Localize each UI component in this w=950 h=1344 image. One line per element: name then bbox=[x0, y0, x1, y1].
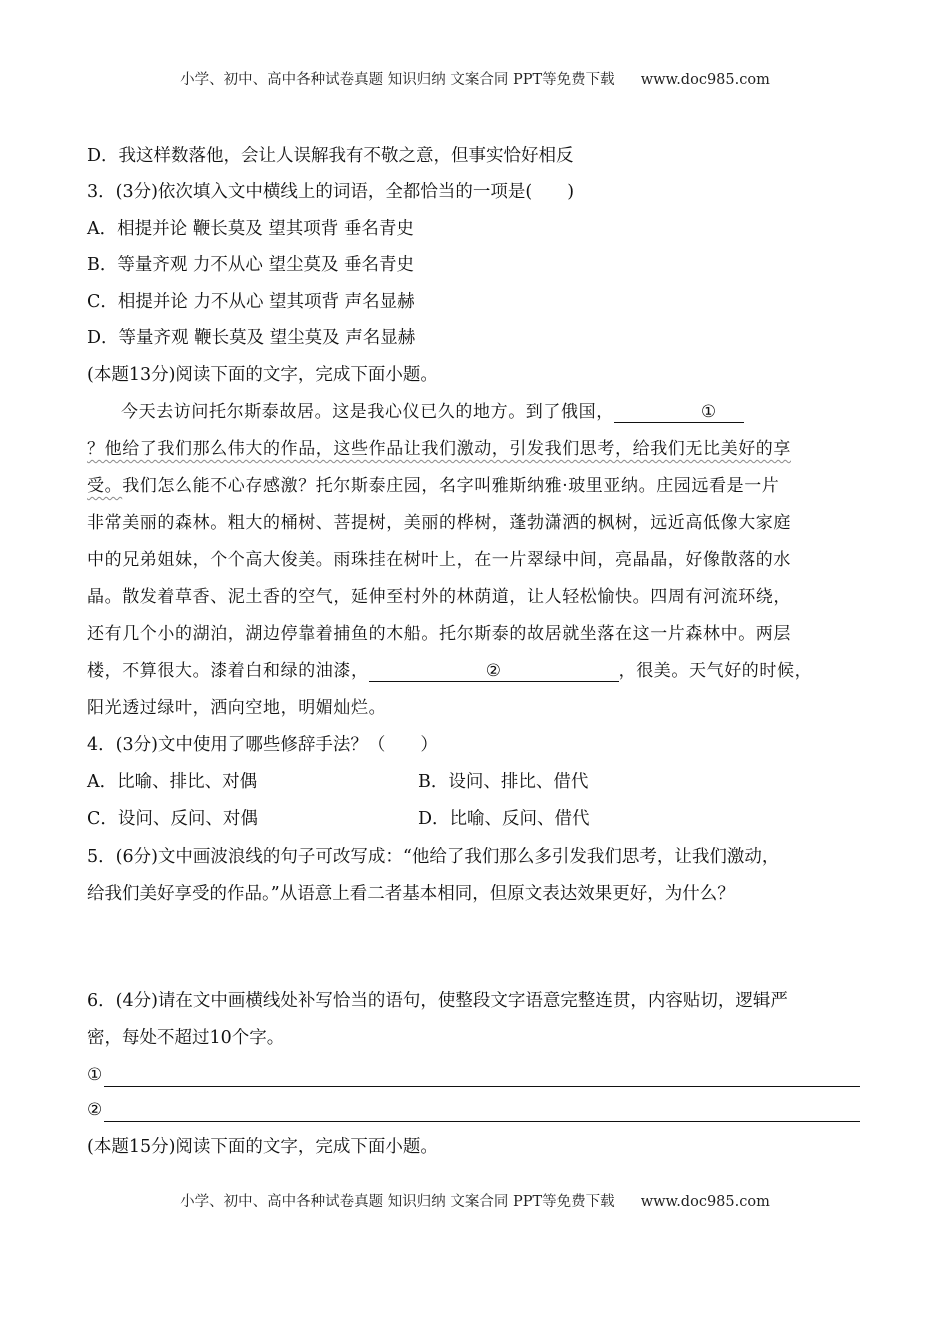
q4-option-c: C．设问、反问、对偶 bbox=[87, 809, 258, 829]
page-header bbox=[0, 68, 950, 89]
answer-marker-1: ① bbox=[87, 1065, 103, 1085]
q6-stem-line-1: 6．(4分)请在文中画横线处补写恰当的语句，使整段文字语意完整连贯，内容贴切，逻辑严 bbox=[87, 991, 788, 1011]
passage-line-8-text-a: 楼，不算很大。漆着白和绿的油漆， bbox=[87, 661, 369, 681]
answer-marker-2: ② bbox=[87, 1100, 103, 1120]
q2-option-d: D．我这样数落他，会让人误解我有不敬之意，但事实恰好相反 bbox=[87, 146, 574, 166]
q6-stem-line-2: 密，每处不超过10个字。 bbox=[87, 1028, 285, 1048]
q5-stem-line-2: 给我们美好享受的作品。”从语意上看二者基本相同，但原文表达效果更好，为什么？ bbox=[87, 884, 735, 904]
footer-site-link[interactable]: www.doc985.com bbox=[640, 1194, 770, 1210]
passage-line-5: 中的兄弟姐妹，个个高大俊美。雨珠挂在树叶上，在一片翠绿中间，亮晶晶，好像散落的水 bbox=[87, 550, 791, 570]
passage-line-8 bbox=[87, 659, 812, 683]
passage-line-3-wavy: 受。 bbox=[87, 476, 123, 496]
answer-rule-1 bbox=[104, 1068, 860, 1087]
q3-option-a: A．相提并论 鞭长莫及 望其项背 垂名青史 bbox=[87, 219, 414, 239]
passage-line-2 bbox=[87, 437, 791, 461]
q4-option-a: A．比喻、排比、对偶 bbox=[87, 772, 258, 792]
header-text: 小学、初中、高中各种试卷真题 知识归纳 文案合同 PPT等免费下载 bbox=[180, 72, 615, 88]
blank-1-marker: ① bbox=[700, 402, 717, 422]
header-site-link[interactable]: www.doc985.com bbox=[640, 72, 770, 88]
passage-line-1 bbox=[121, 400, 744, 424]
passage-line-2-wavy: ？他给了我们那么伟大的作品，这些作品让我们激动，引发我们思考，给我们无比美好的享 bbox=[87, 439, 791, 459]
q3-option-d: D．等量齐观 鞭长莫及 望尘莫及 声名显赫 bbox=[87, 328, 416, 348]
passage-line-4: 非常美丽的森林。粗大的桶树、菩提树，美丽的桦树，蓬勃潇洒的枫树，远近高低像大家庭 bbox=[87, 513, 791, 533]
q3-stem: 3．(3分)依次填入文中横线上的词语，全都恰当的一项是( ) bbox=[87, 182, 575, 202]
q4-stem: 4．(3分)文中使用了哪些修辞手法？（ ） bbox=[87, 735, 438, 755]
q4-option-d: D．比喻、反问、借代 bbox=[418, 809, 590, 829]
page-footer bbox=[0, 1190, 950, 1211]
passage-line-8-text-b: ，很美。天气好的时候， bbox=[618, 661, 813, 681]
answer-rule-2 bbox=[104, 1103, 860, 1122]
passage-line-3 bbox=[87, 474, 779, 498]
blank-1 bbox=[614, 402, 744, 423]
q3-option-c: C．相提并论 力不从心 望其项背 声名显赫 bbox=[87, 292, 415, 312]
q6-answer-line-1[interactable] bbox=[87, 1063, 860, 1087]
section2-intro: (本题15分)阅读下面的文字，完成下面小题。 bbox=[87, 1137, 438, 1157]
blank-2 bbox=[369, 661, 619, 682]
passage-line-3-text: 我们怎么能不心存感激？托尔斯泰庄园，名字叫雅斯纳雅·玻里亚纳。庄园远看是一片 bbox=[122, 476, 780, 496]
q6-answer-line-2[interactable] bbox=[87, 1098, 860, 1122]
passage-line-9: 阳光透过绿叶，洒向空地，明媚灿烂。 bbox=[87, 698, 387, 718]
passage-line-7: 还有几个小的湖泊，湖边停靠着捕鱼的木船。托尔斯泰的故居就坐落在这一片森林中。两层 bbox=[87, 624, 791, 644]
passage-line-1-text: 今天去访问托尔斯泰故居。这是我心仪已久的地方。到了俄国， bbox=[121, 402, 614, 422]
passage-line-6: 晶。散发着草香、泥土香的空气，延伸至村外的林荫道，让人轻松愉快。四周有河流环绕， bbox=[87, 587, 791, 607]
footer-text: 小学、初中、高中各种试卷真题 知识归纳 文案合同 PPT等免费下载 bbox=[180, 1194, 615, 1210]
blank-2-marker: ② bbox=[485, 661, 502, 681]
q3-option-b: B．等量齐观 力不从心 望尘莫及 垂名青史 bbox=[87, 255, 415, 275]
q5-stem-line-1: 5．(6分)文中画波浪线的句子可改写成：“他给了我们那么多引发我们思考，让我们激动， bbox=[87, 847, 780, 867]
section1-intro: (本题13分)阅读下面的文字，完成下面小题。 bbox=[87, 365, 438, 385]
q4-option-b: B．设问、排比、借代 bbox=[418, 772, 589, 792]
